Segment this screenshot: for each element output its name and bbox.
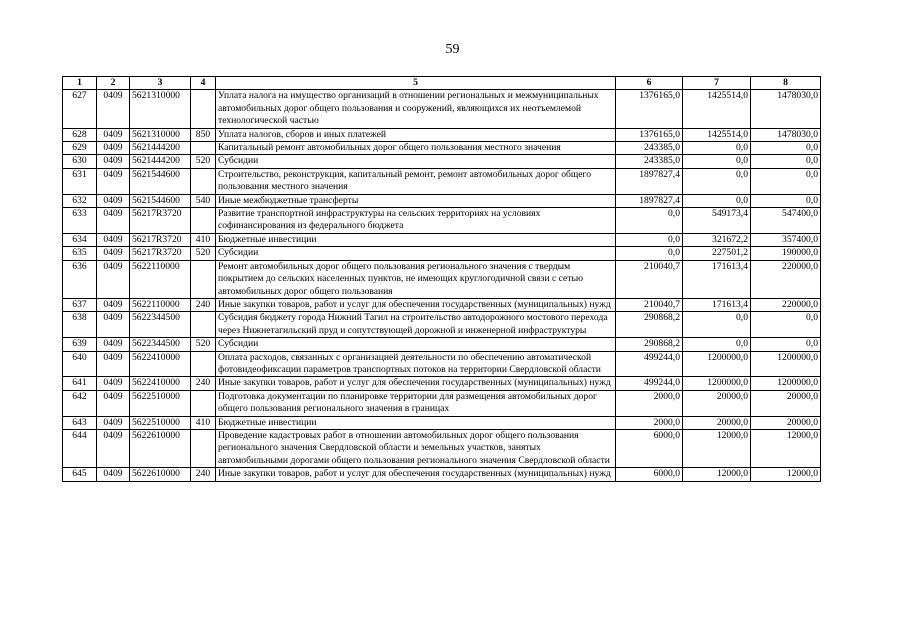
section-code: 0409: [97, 247, 130, 260]
section-code: 0409: [97, 260, 130, 298]
section-code: 0409: [97, 194, 130, 207]
amount-col-6: 6000,0: [616, 429, 683, 467]
expense-type-code: 410: [191, 416, 216, 429]
amount-col-7: 12000,0: [683, 468, 751, 481]
table-row: [63, 90, 821, 128]
target-article-code: 5622610000: [130, 429, 191, 467]
expense-type-code: [191, 351, 216, 377]
target-article-code: 5622410000: [130, 351, 191, 377]
section-code: 0409: [97, 416, 130, 429]
item-name: Бюджетные инвестиции: [216, 416, 616, 429]
expense-type-code: 520: [191, 338, 216, 351]
header-row: [63, 77, 821, 90]
table-row: [63, 338, 821, 351]
amount-col-7: 549173,4: [683, 208, 751, 234]
expense-type-code: 410: [191, 233, 216, 246]
amount-col-8: 190000,0: [751, 247, 821, 260]
amount-col-7: 1425514,0: [683, 128, 751, 141]
section-code: 0409: [97, 351, 130, 377]
amount-col-8: 1200000,0: [751, 377, 821, 390]
amount-col-8: 20000,0: [751, 390, 821, 416]
table-body: [63, 90, 821, 481]
amount-col-7: 0,0: [683, 142, 751, 155]
target-article-code: 5622510000: [130, 416, 191, 429]
row-number: 645: [63, 468, 97, 481]
expense-type-code: [191, 142, 216, 155]
row-number: 632: [63, 194, 97, 207]
row-number: 631: [63, 168, 97, 194]
amount-col-8: 0,0: [751, 194, 821, 207]
target-article-code: 5622110000: [130, 260, 191, 298]
amount-col-8: 220000,0: [751, 298, 821, 311]
table-row: [63, 468, 821, 481]
item-name: Подготовка документации по планировке территории для размещения автомобильных дорог общего пользования регионального значения в границах: [216, 390, 616, 416]
expense-type-code: 240: [191, 298, 216, 311]
amount-col-6: 0,0: [616, 208, 683, 234]
amount-col-6: 1376165,0: [616, 90, 683, 128]
table-row: [63, 351, 821, 377]
amount-col-6: 499244,0: [616, 377, 683, 390]
item-name: Развитие транспортной инфраструктуры на сельских территориях на условиях софинансирования из федерального бюджета: [216, 208, 616, 234]
amount-col-7: 227501,2: [683, 247, 751, 260]
row-number: 644: [63, 429, 97, 467]
amount-col-6: 1376165,0: [616, 128, 683, 141]
item-name: Бюджетные инвестиции: [216, 233, 616, 246]
item-name: Субсидии: [216, 247, 616, 260]
table-row: [63, 168, 821, 194]
expense-type-code: 520: [191, 247, 216, 260]
expense-type-code: [191, 208, 216, 234]
amount-col-7: 0,0: [683, 155, 751, 168]
table-row: [63, 416, 821, 429]
amount-col-6: 1897827,4: [616, 168, 683, 194]
row-number: 640: [63, 351, 97, 377]
item-name: Субсидии: [216, 155, 616, 168]
table-row: [63, 429, 821, 467]
item-name: Уплата налогов, сборов и иных платежей: [216, 128, 616, 141]
target-article-code: 5622410000: [130, 377, 191, 390]
target-article-code: 5621544600: [130, 168, 191, 194]
expense-type-code: [191, 168, 216, 194]
amount-col-6: 6000,0: [616, 468, 683, 481]
column-header: 5: [216, 77, 616, 90]
amount-col-7: 12000,0: [683, 429, 751, 467]
section-code: 0409: [97, 142, 130, 155]
section-code: 0409: [97, 90, 130, 128]
target-article-code: 5622344500: [130, 312, 191, 338]
item-name: Оплата расходов, связанных с организацией деятельности по обеспечению автоматической фотовидеофиксации параметров транспортных потоков на территории Свердловской области: [216, 351, 616, 377]
amount-col-8: 20000,0: [751, 416, 821, 429]
amount-col-8: 0,0: [751, 168, 821, 194]
amount-col-7: 0,0: [683, 168, 751, 194]
target-article-code: 5622110000: [130, 298, 191, 311]
row-number: 637: [63, 298, 97, 311]
amount-col-6: 290868,2: [616, 312, 683, 338]
amount-col-8: 547400,0: [751, 208, 821, 234]
section-code: 0409: [97, 298, 130, 311]
table-row: [63, 298, 821, 311]
table-row: [63, 247, 821, 260]
amount-col-6: 2000,0: [616, 390, 683, 416]
table-row: [63, 312, 821, 338]
table-row: [63, 128, 821, 141]
amount-col-8: 220000,0: [751, 260, 821, 298]
item-name: Иные закупки товаров, работ и услуг для обеспечения государственных (муниципальных) нужд: [216, 298, 616, 311]
table-row: [63, 194, 821, 207]
target-article-code: 56217R3720: [130, 233, 191, 246]
section-code: 0409: [97, 155, 130, 168]
row-number: 643: [63, 416, 97, 429]
expense-type-code: 540: [191, 194, 216, 207]
amount-col-7: 20000,0: [683, 416, 751, 429]
section-code: 0409: [97, 208, 130, 234]
item-name: Субсидии: [216, 338, 616, 351]
expense-type-code: 240: [191, 377, 216, 390]
amount-col-7: 171613,4: [683, 260, 751, 298]
table-row: [63, 233, 821, 246]
section-code: 0409: [97, 377, 130, 390]
amount-col-8: 357400,0: [751, 233, 821, 246]
amount-col-7: 0,0: [683, 312, 751, 338]
section-code: 0409: [97, 168, 130, 194]
table-row: [63, 208, 821, 234]
section-code: 0409: [97, 429, 130, 467]
item-name: Ремонт автомобильных дорог общего пользования регионального значения с твердым покрытием до сельских населенных пунктов, не имеющих круглогодичной связи с сетью автомобильных дорог общего пользования: [216, 260, 616, 298]
target-article-code: 5622344500: [130, 338, 191, 351]
amount-col-6: 2000,0: [616, 416, 683, 429]
amount-col-7: 171613,4: [683, 298, 751, 311]
amount-col-6: 1897827,4: [616, 194, 683, 207]
expense-type-code: [191, 312, 216, 338]
item-name: Иные закупки товаров, работ и услуг для обеспечения государственных (муниципальных) нужд: [216, 377, 616, 390]
row-number: 639: [63, 338, 97, 351]
table-row: [63, 377, 821, 390]
expense-type-code: [191, 90, 216, 128]
amount-col-6: 243385,0: [616, 142, 683, 155]
amount-col-7: 0,0: [683, 338, 751, 351]
amount-col-8: 12000,0: [751, 468, 821, 481]
row-number: 638: [63, 312, 97, 338]
amount-col-8: 1200000,0: [751, 351, 821, 377]
item-name: Уплата налога на имущество организаций в отношении региональных и межмуниципальных автомобильных дорог общего пользования и сооружений, являющихся их неотъемлемой технологической частью: [216, 90, 616, 128]
item-name: Иные закупки товаров, работ и услуг для обеспечения государственных (муниципальных) нужд: [216, 468, 616, 481]
expense-type-code: [191, 429, 216, 467]
expense-type-code: [191, 390, 216, 416]
amount-col-7: 1425514,0: [683, 90, 751, 128]
amount-col-8: 0,0: [751, 155, 821, 168]
amount-col-8: 0,0: [751, 312, 821, 338]
item-name: Проведение кадастровых работ в отношении автомобильных дорог общего пользования регионального значения Свердловской области и земельных участков, занятых автомобильными дорогами общего пользования регионального значения Свердловской области: [216, 429, 616, 467]
target-article-code: 5621444200: [130, 155, 191, 168]
column-header: 7: [683, 77, 751, 90]
amount-col-6: 290868,2: [616, 338, 683, 351]
amount-col-8: 12000,0: [751, 429, 821, 467]
amount-col-8: 1478030,0: [751, 90, 821, 128]
row-number: 634: [63, 233, 97, 246]
page-number: 59: [445, 42, 460, 57]
item-name: Строительство, реконструкция, капитальный ремонт, ремонт автомобильных дорог общего пользования местного значения: [216, 168, 616, 194]
section-code: 0409: [97, 312, 130, 338]
amount-col-8: 0,0: [751, 338, 821, 351]
target-article-code: 5622510000: [130, 390, 191, 416]
section-code: 0409: [97, 390, 130, 416]
item-name: Иные межбюджетные трансферты: [216, 194, 616, 207]
amount-col-7: 321672,2: [683, 233, 751, 246]
section-code: 0409: [97, 233, 130, 246]
table-row: [63, 390, 821, 416]
amount-col-8: 0,0: [751, 142, 821, 155]
section-code: 0409: [97, 468, 130, 481]
amount-col-6: 210040,7: [616, 260, 683, 298]
row-number: 628: [63, 128, 97, 141]
column-header: 3: [130, 77, 191, 90]
target-article-code: 5621310000: [130, 90, 191, 128]
row-number: 641: [63, 377, 97, 390]
expense-type-code: 520: [191, 155, 216, 168]
target-article-code: 5621544600: [130, 194, 191, 207]
item-name: Субсидия бюджету города Нижний Тагил на строительство автодорожного мостового перехода через Нижнетагильский пруд и сопутствующей дорожной и инженерной инфраструктуры: [216, 312, 616, 338]
row-number: 635: [63, 247, 97, 260]
row-number: 642: [63, 390, 97, 416]
row-number: 636: [63, 260, 97, 298]
target-article-code: 56217R3720: [130, 247, 191, 260]
target-article-code: 5621444200: [130, 142, 191, 155]
table-row: [63, 155, 821, 168]
target-article-code: 5621310000: [130, 128, 191, 141]
table-row: [63, 142, 821, 155]
expense-type-code: 240: [191, 468, 216, 481]
column-header: 1: [63, 77, 97, 90]
row-number: 629: [63, 142, 97, 155]
section-code: 0409: [97, 338, 130, 351]
budget-table: [62, 76, 821, 482]
target-article-code: 5622610000: [130, 468, 191, 481]
expense-type-code: [191, 260, 216, 298]
column-header: 8: [751, 77, 821, 90]
row-number: 633: [63, 208, 97, 234]
amount-col-6: 0,0: [616, 233, 683, 246]
amount-col-7: 0,0: [683, 194, 751, 207]
column-header: 2: [97, 77, 130, 90]
amount-col-6: 210040,7: [616, 298, 683, 311]
target-article-code: 56217R3720: [130, 208, 191, 234]
amount-col-7: 20000,0: [683, 390, 751, 416]
item-name: Капитальный ремонт автомобильных дорог общего пользования местного значения: [216, 142, 616, 155]
column-header: 4: [191, 77, 216, 90]
amount-col-8: 1478030,0: [751, 128, 821, 141]
table-row: [63, 260, 821, 298]
amount-col-6: 0,0: [616, 247, 683, 260]
section-code: 0409: [97, 128, 130, 141]
amount-col-6: 499244,0: [616, 351, 683, 377]
row-number: 630: [63, 155, 97, 168]
expense-type-code: 850: [191, 128, 216, 141]
row-number: 627: [63, 90, 97, 128]
amount-col-6: 243385,0: [616, 155, 683, 168]
column-header: 6: [616, 77, 683, 90]
amount-col-7: 1200000,0: [683, 351, 751, 377]
amount-col-7: 1200000,0: [683, 377, 751, 390]
